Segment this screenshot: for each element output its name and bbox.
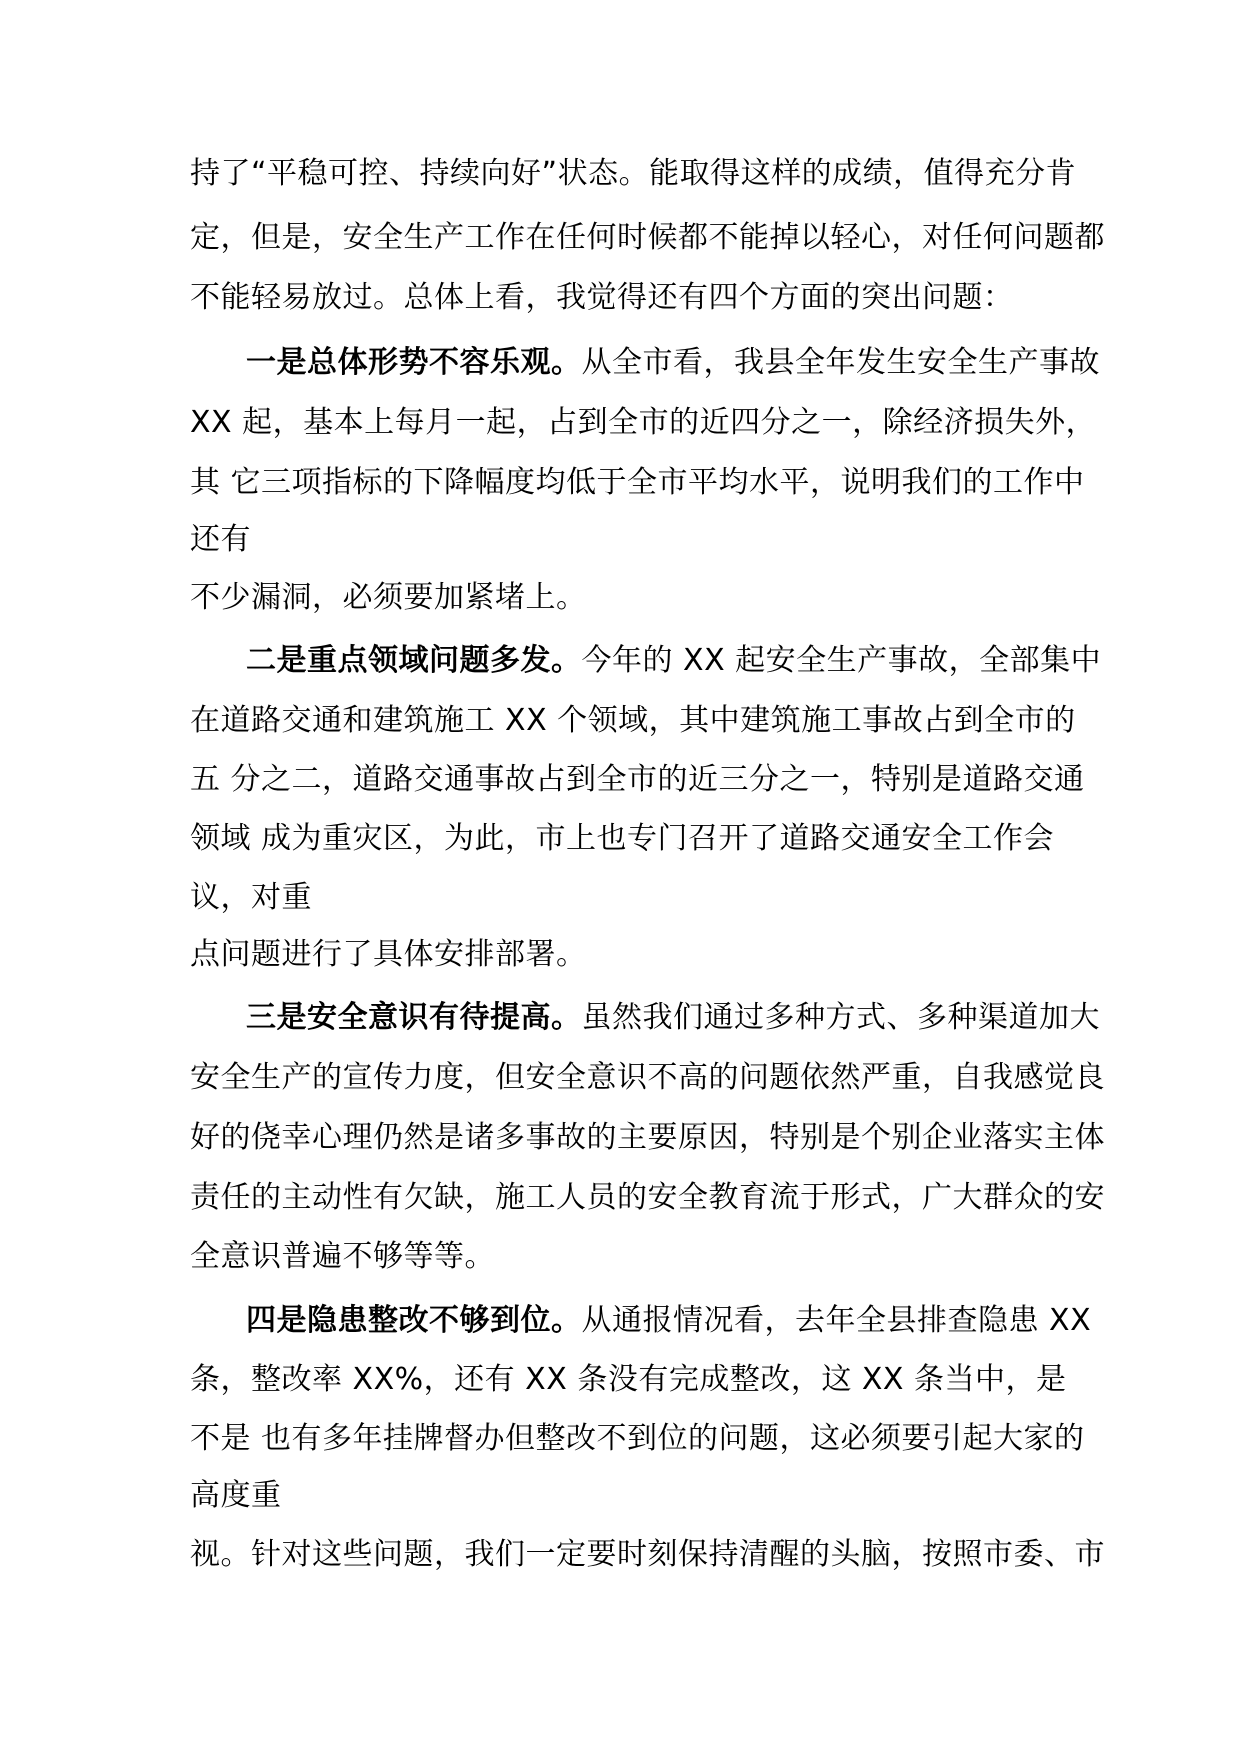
paragraph-4-line-5: 视。针对这些问题，我们一定要时刻保持清醒的头脑，按照市委、市 bbox=[190, 1537, 1105, 1572]
paragraph-2-line-5: 议，对重 bbox=[190, 880, 312, 915]
paragraph-3-line-1-text: 虽然我们通过多种方式、多种渠道加大 bbox=[581, 1000, 1100, 1035]
paragraph-2-line-2: 在道路交通和建筑施工 XX 个领域，其中建筑施工事故占到全市的 bbox=[190, 703, 1076, 738]
paragraph-2-line-6: 点问题进行了具体安排部署。 bbox=[190, 937, 587, 972]
paragraph-3-line-1 bbox=[246, 998, 1100, 1038]
paragraph-3-line-4: 责任的主动性有欠缺，施工人员的安全教育流于形式，广大群众的安 bbox=[190, 1180, 1105, 1215]
paragraph-3-heading: 三是安全意识有待提高。 bbox=[246, 1000, 582, 1035]
paragraph-3-line-3: 好的侥幸心理仍然是诸多事故的主要原因，特别是个别企业落实主体 bbox=[190, 1120, 1105, 1155]
paragraph-1-line-1-text: 从全市看，我县全年发生安全生产事故 bbox=[581, 345, 1100, 380]
paragraph-2-line-1-text: 今年的 XX 起安全生产事故，全部集中 bbox=[581, 643, 1102, 678]
intro-line-2: 定，但是，安全生产工作在任何时候都不能掉以轻心，对任何问题都 bbox=[190, 220, 1105, 255]
paragraph-4-heading: 四是隐患整改不够到位。 bbox=[246, 1303, 582, 1338]
paragraph-2-heading: 二是重点领域问题多发。 bbox=[246, 643, 582, 678]
paragraph-3-line-5: 全意识普遍不够等等。 bbox=[190, 1239, 495, 1274]
paragraph-4-line-1 bbox=[246, 1301, 1091, 1341]
paragraph-1-line-3: 其 它三项指标的下降幅度均低于全市平均水平，说明我们的工作中 bbox=[190, 465, 1085, 500]
paragraph-4-line-4: 高度重 bbox=[190, 1478, 282, 1513]
paragraph-4-line-2: 条，整改率 XX%，还有 XX 条没有完成整改，这 XX 条当中，是 bbox=[190, 1362, 1067, 1397]
intro-line-1: 持了“平稳可控、持续向好”状态。能取得这样的成绩，值得充分肯 bbox=[190, 156, 1077, 191]
paragraph-2-line-1 bbox=[246, 641, 1101, 681]
paragraph-1-line-4: 还有 bbox=[190, 522, 251, 557]
paragraph-1-line-5: 不少漏洞，必须要加紧堵上。 bbox=[190, 580, 587, 615]
paragraph-1-heading: 一是总体形势不容乐观。 bbox=[246, 345, 582, 380]
paragraph-1-line-2: XX 起，基本上每月一起，占到全市的近四分之一，除经济损失外， bbox=[190, 405, 1097, 440]
paragraph-4-line-1-text: 从通报情况看，去年全县排查隐患 XX bbox=[581, 1303, 1092, 1338]
paragraph-2-line-4: 领域 成为重灾区，为此，市上也专门召开了道路交通安全工作会 bbox=[190, 821, 1055, 856]
paragraph-3-line-2: 安全生产的宣传力度，但安全意识不高的问题依然严重，自我感觉良 bbox=[190, 1060, 1105, 1095]
paragraph-1-line-1 bbox=[246, 343, 1100, 383]
paragraph-4-line-3: 不是 也有多年挂牌督办但整改不到位的问题，这必须要引起大家的 bbox=[190, 1421, 1085, 1456]
intro-line-3: 不能轻易放过。总体上看，我觉得还有四个方面的突出问题： bbox=[190, 280, 1014, 315]
paragraph-2-line-3: 五 分之二，道路交通事故占到全市的近三分之一，特别是道路交通 bbox=[190, 762, 1085, 797]
